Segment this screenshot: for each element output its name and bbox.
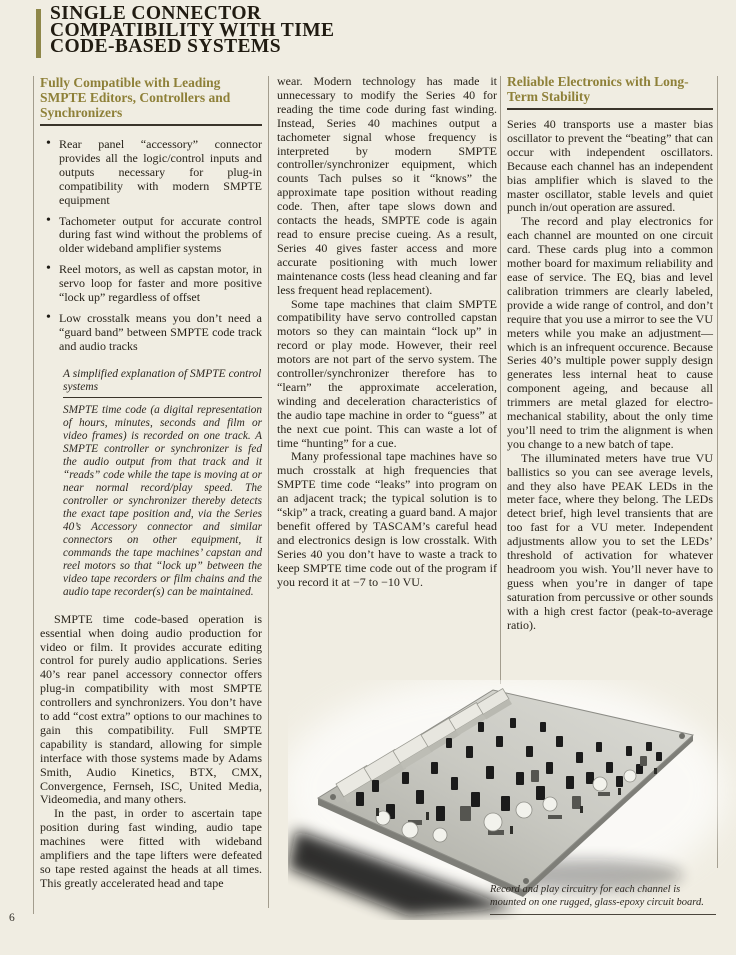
body-paragraph: SMPTE time code-based operation is essential when doing audio production for video or film. It provides accurate editing control for purely audio applications. Series 40’s rear panel accessory connector offers plug-in compatibility with most SMPTE controllers and synchronizers. You don’t have to add “cost extra” options to our machines to gain this compatibility. Full SMPTE capability is standard, allowing for simple interface with those systems made by Adams Smith, Audio Kinetics, BTX, CMX, Convergence, Fernseh, ISC, United Media, Videomedia, and many others.: [40, 611, 262, 807]
title-line-3: CODE-BASED SYSTEMS: [50, 36, 281, 58]
column-1: [40, 75, 262, 891]
bullet-item: [46, 138, 262, 208]
body-paragraph: Many professional tape machines have so much crosstalk at high frequencies that SMPTE time code “leaks” into program on an adjacent track; the typical solution is to “skip” a track, creating a guard band. A major benefit offered by TASCAM’s careful head and electronics design is low crosstalk. With Series 40 you don’t have to waste a track to keep SMPTE time code out of the program if you record it at −7 to −10 VU.: [277, 449, 497, 589]
title-line-1: SINGLE CONNECTOR: [50, 3, 262, 24]
column3-heading: Reliable Electronics with Long-Term Stability: [507, 74, 713, 110]
column-divider-1-2: [268, 76, 269, 908]
bullet-item: [46, 215, 262, 257]
body-paragraph: The illuminated meters have true VU ballistics so you can see average levels, and they also have PEAK LEDs in the meter face, where they belong. The LEDs detect brief, high level transients that are too fast for a VU meter. Independent adjustments allow you to set the LEDs’ threshold of activation for whatever headroom you wish. You’ll never have to guess when you’re in danger of tape saturation from percussive or other sounds with a high crest factor (peak-to-average ratio).: [507, 450, 713, 632]
bullet-text: Rear panel “accessory” connector provides all the logic/control inputs and outputs necessary for plug-in compatibility with modern SMPTE equipment: [59, 137, 262, 207]
bullet-item: [46, 263, 262, 305]
column-divider-left: [33, 76, 34, 914]
body-paragraph: The record and play electronics for each channel are mounted on one circuit card. These cards plug into a common mother board for maximum reliability and ease of service. The EQ, bias and level calibration trimmers are clearly labeled, provide a wide range of control, and don’t require that you use a mirror to see the VU meters while you make an adjustment—which is an infrequent occurence. Because Series 40’s multiple power supply design generates less internal heat to cause component ageing, and because all trimmers are metal glazed for electro-mechanical stability, about the only time you’ll need to trim the alignment is when you change to a new batch of tape.: [507, 214, 713, 451]
bullet-text: Reel motors, as well as capstan motor, in servo loop for faster and more positive “lock up” regardless of offset: [59, 262, 262, 305]
sidebar-heading: A simplified explanation of SMPTE control systems: [63, 368, 262, 398]
title-line-2: COMPATIBILITY WITH TIME: [50, 19, 335, 41]
column1-heading: Fully Compatible with Leading SMPTE Editors, Controllers and Synchronizers: [40, 75, 262, 126]
page-number: 6: [9, 912, 15, 924]
body-paragraph: Some tape machines that claim SMPTE compatibility have servo controlled capstan motors so they can maintain “lock up” in record or play mode. However, their reel motors are not part of the servo system. The controller/synchronizer therefore has to “learn” the approximate acceleration, winding and deceleration characteristics of the audio tape machine in order to “guess” at the next cue point. This can waste a lot of time “hunting” for a cue.: [277, 296, 497, 450]
body-paragraph: wear. Modern technology has made it unnecessary to modify the Series 40 for reading the time code during fast winding. Instead, Series 40 machines output a tachometer signal whose frequency is interpreted by modern SMPTE controller/synchronizer equipment, which counts Tach pulses so it “knows” the approximate tape position without reading code. Then, after tape slows down and contacts the heads, SMPTE code is again read to ensure precise cueing. As a result, Series 40 gives faster access and more accurate positioning with much lower maintenance costs (less head cleaning and far less frequent head replacement).: [277, 74, 497, 297]
title-accent-bar: [36, 9, 41, 58]
feature-bullet-list: [40, 138, 262, 354]
column-3: [507, 74, 713, 633]
page-title: [50, 3, 335, 58]
smpte-sidebar: [63, 368, 262, 599]
column-divider-2-3: [500, 76, 501, 684]
bullet-text: Tachometer output for accurate control during fast wind without the problems of older wideband amplifier systems: [59, 213, 262, 256]
photo-caption: Record and play circuitry for each channel is mounted on one rugged, glass-epoxy circuit board.: [490, 884, 716, 915]
body-paragraph: Series 40 transports use a master bias oscillator to prevent the “beating” that can occur with independent oscillators. Because each channel has an independent bias amplifier which is slaved to the master oscillator, stable levels and quiet punch in/out operation are assured.: [507, 117, 713, 215]
body-paragraph: In the past, in order to ascertain tape position during fast winding, audio tape machines were fitted with wideband amplifiers and the tape lifters were defeated so tape rested against the heads at all times. This greatly accelerated head and tape: [40, 806, 262, 890]
column-2: [277, 75, 497, 590]
sidebar-body: SMPTE time code (a digital representation of hours, minutes, seconds and film or video frames) is recorded on one track. A SMPTE controller or synchronizer is fed the audio output from that track and it “reads” code while the tape is moving at or near normal record/play speed. The controller or synchronizer thereby detects the exact tape position and, via the Series 40’s Accessory connector and similar connectors on other equipment, it commands the tape machines’ capstan and reel motors so that “lock up” between the video tape recorders or film chains and the audio tape recorder(s) can be maintained.: [63, 403, 262, 598]
bullet-item: [46, 312, 262, 354]
bullet-text: Low crosstalk means you don’t need a “guard band” between SMPTE code track and audio tracks: [59, 310, 262, 353]
